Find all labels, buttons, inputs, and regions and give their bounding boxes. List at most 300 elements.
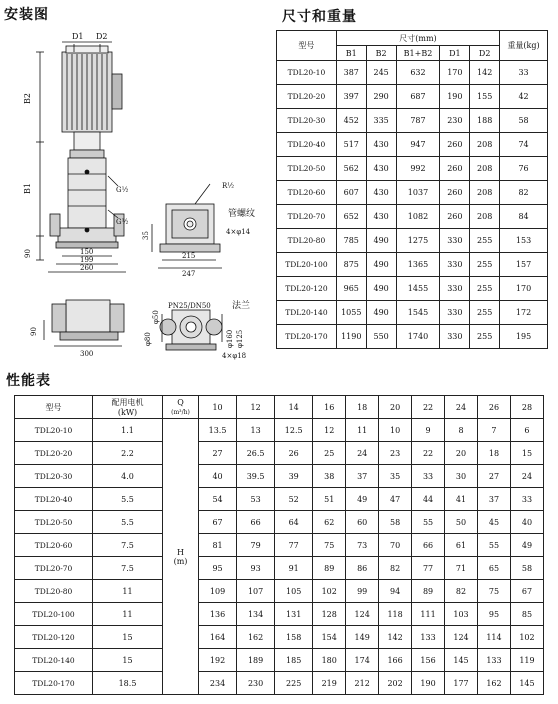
perf-head-value-cell: 27 [478, 465, 511, 488]
dims-col-header: B1 [336, 46, 366, 61]
phi-125-label: φ125 [236, 329, 244, 348]
flange-label: 法兰 [232, 301, 251, 311]
dims-value-cell: 330 [440, 229, 470, 253]
perf-head-value-cell: 51 [313, 488, 346, 511]
dims-table-row [277, 277, 548, 301]
perf-table-row [15, 603, 544, 626]
perf-head-value-cell: 24 [346, 442, 379, 465]
perf-head-value-cell: 154 [313, 626, 346, 649]
dims-table-row [277, 301, 548, 325]
perf-head-value-cell: 27 [199, 442, 237, 465]
dims-value-cell: 1190 [336, 325, 366, 349]
perf-kw-cell: 15 [93, 626, 163, 649]
perf-head-value-cell: 93 [237, 557, 275, 580]
perf-head-value-cell: 94 [379, 580, 412, 603]
perf-head-value-cell: 24 [510, 465, 543, 488]
hole-14-label: 4×φ14 [226, 228, 251, 236]
perf-q-header [163, 396, 199, 419]
dims-value-cell: 1275 [396, 229, 440, 253]
dims-value-cell: 947 [396, 133, 440, 157]
dims-table-row [277, 229, 548, 253]
perf-head-value-cell: 9 [412, 419, 445, 442]
perf-head-value-cell: 109 [199, 580, 237, 603]
dims-value-cell: 490 [366, 253, 396, 277]
dim-300-label: 300 [80, 350, 94, 358]
perf-head-value-cell: 26.5 [237, 442, 275, 465]
dims-value-cell: 208 [470, 133, 500, 157]
dims-value-cell: 330 [440, 301, 470, 325]
dims-value-cell: 230 [440, 109, 470, 133]
dims-value-cell: 255 [470, 325, 500, 349]
dims-value-cell: 84 [500, 205, 548, 229]
dims-model-cell: TDL20-60 [277, 181, 337, 205]
perf-head-value-cell: 119 [510, 649, 543, 672]
perf-head-value-cell: 15 [510, 442, 543, 465]
perf-head-value-cell: 18 [478, 442, 511, 465]
perf-head-value-cell: 85 [510, 603, 543, 626]
dims-value-cell: 550 [366, 325, 396, 349]
dim-199-label: 199 [80, 256, 94, 264]
perf-h-cell [163, 419, 199, 695]
perf-head-value-cell: 33 [510, 488, 543, 511]
perf-head-value-cell: 75 [478, 580, 511, 603]
dims-value-cell: 787 [396, 109, 440, 133]
dims-table-row [277, 85, 548, 109]
flanged-base-plan-view [160, 310, 222, 350]
perf-head-value-cell: 89 [412, 580, 445, 603]
perf-head-value-cell: 107 [237, 580, 275, 603]
perf-table-row [15, 419, 544, 442]
dims-table-row [277, 181, 548, 205]
dims-value-cell: 260 [440, 181, 470, 205]
dims-value-cell: 1365 [396, 253, 440, 277]
perf-head-value-cell: 77 [412, 557, 445, 580]
perf-model-cell: TDL20-60 [15, 534, 93, 557]
perf-kw-cell: 15 [93, 649, 163, 672]
dims-table-row [277, 109, 548, 133]
dims-value-cell: 397 [336, 85, 366, 109]
perf-head-value-cell: 10 [379, 419, 412, 442]
dims-value-cell: 965 [336, 277, 366, 301]
perf-head-value-cell: 6 [510, 419, 543, 442]
perf-head-value-cell: 131 [275, 603, 313, 626]
dims-value-cell: 260 [440, 133, 470, 157]
dim-260-label: 260 [80, 264, 94, 272]
perf-flow-header: 22 [412, 396, 445, 419]
perf-head-value-cell: 162 [237, 626, 275, 649]
perf-head-value-cell: 39.5 [237, 465, 275, 488]
perf-head-value-cell: 13 [237, 419, 275, 442]
perf-head-value-cell: 79 [237, 534, 275, 557]
dims-model-cell: TDL20-50 [277, 157, 337, 181]
perf-head-value-cell: 40 [199, 465, 237, 488]
perf-head-value-cell: 64 [275, 511, 313, 534]
perf-head-value-cell: 102 [510, 626, 543, 649]
perf-head-value-cell: 37 [346, 465, 379, 488]
dim-d2-label: D2 [96, 32, 108, 41]
perf-model-header: 型号 [15, 396, 93, 419]
dims-value-cell: 42 [500, 85, 548, 109]
perf-head-value-cell: 65 [478, 557, 511, 580]
hole-18-label: 4×φ18 [222, 352, 247, 360]
perf-table-row [15, 580, 544, 603]
dims-weights-table [276, 30, 548, 349]
perf-head-value-cell: 7 [478, 419, 511, 442]
perf-head-value-cell: 180 [313, 649, 346, 672]
dims-value-cell: 82 [500, 181, 548, 205]
dims-value-cell: 155 [470, 85, 500, 109]
perf-head-value-cell: 71 [445, 557, 478, 580]
dims-value-cell: 208 [470, 181, 500, 205]
perf-head-value-cell: 89 [313, 557, 346, 580]
dim-90-label: 90 [24, 249, 32, 258]
perf-head-value-cell: 225 [275, 672, 313, 695]
perf-head-value-cell: 54 [199, 488, 237, 511]
perf-head-value-cell: 73 [346, 534, 379, 557]
dims-value-cell: 562 [336, 157, 366, 181]
perf-head-value-cell: 102 [313, 580, 346, 603]
perf-model-cell: TDL20-80 [15, 580, 93, 603]
dims-value-cell: 687 [396, 85, 440, 109]
perf-head-value-cell: 70 [379, 534, 412, 557]
perf-table-row [15, 511, 544, 534]
perf-head-value-cell: 103 [445, 603, 478, 626]
perf-head-value-cell: 219 [313, 672, 346, 695]
perf-head-value-cell: 30 [445, 465, 478, 488]
perf-head-value-cell: 91 [275, 557, 313, 580]
dims-col-header: D2 [470, 46, 500, 61]
perf-head-value-cell: 124 [346, 603, 379, 626]
perf-head-value-cell: 133 [478, 649, 511, 672]
perf-head-value-cell: 185 [275, 649, 313, 672]
perf-flow-header: 12 [237, 396, 275, 419]
perf-head-value-cell: 142 [379, 626, 412, 649]
r-half-label: R½ [222, 182, 235, 190]
perf-q-unit: (m³/h) [171, 409, 190, 416]
perf-head-value-cell: 40 [510, 511, 543, 534]
perf-head-value-cell: 49 [510, 534, 543, 557]
perf-head-value-cell: 212 [346, 672, 379, 695]
dims-value-cell: 170 [440, 61, 470, 85]
dims-value-cell: 652 [336, 205, 366, 229]
perf-head-value-cell: 189 [237, 649, 275, 672]
dim-247-label: 247 [182, 270, 196, 278]
perf-table-row [15, 442, 544, 465]
dim-215-label: 215 [182, 252, 196, 260]
performance-table [14, 395, 544, 695]
perf-head-value-cell: 192 [199, 649, 237, 672]
g-half-upper-label: G½ [116, 186, 129, 194]
dims-model-cell: TDL20-20 [277, 85, 337, 109]
dims-table-row [277, 325, 548, 349]
perf-head-value-cell: 75 [313, 534, 346, 557]
perf-head-value-cell: 145 [510, 672, 543, 695]
perf-flow-header: 16 [313, 396, 346, 419]
dims-model-cell: TDL20-80 [277, 229, 337, 253]
perf-model-cell: TDL20-20 [15, 442, 93, 465]
perf-kw-cell: 11 [93, 603, 163, 626]
dims-value-cell: 208 [470, 157, 500, 181]
perf-head-value-cell: 145 [445, 649, 478, 672]
perf-head-value-cell: 8 [445, 419, 478, 442]
perf-head-value-cell: 58 [510, 557, 543, 580]
perf-head-value-cell: 41 [445, 488, 478, 511]
perf-head-value-cell: 52 [275, 488, 313, 511]
g-half-lower-label: G½ [116, 218, 129, 226]
dims-value-cell: 1037 [396, 181, 440, 205]
dims-value-cell: 632 [396, 61, 440, 85]
perf-model-cell: TDL20-50 [15, 511, 93, 534]
dims-model-header: 型号 [277, 31, 337, 61]
perf-head-value-cell: 58 [379, 511, 412, 534]
dims-value-cell: 157 [500, 253, 548, 277]
perf-head-value-cell: 82 [379, 557, 412, 580]
perf-head-value-cell: 39 [275, 465, 313, 488]
dim-150-label: 150 [80, 248, 94, 256]
dims-value-cell: 607 [336, 181, 366, 205]
dims-col-header: B2 [366, 46, 396, 61]
dims-table-row [277, 253, 548, 277]
dims-value-cell: 517 [336, 133, 366, 157]
perf-head-value-cell: 86 [346, 557, 379, 580]
dims-value-cell: 1455 [396, 277, 440, 301]
perf-model-cell: TDL20-30 [15, 465, 93, 488]
dims-model-cell: TDL20-70 [277, 205, 337, 229]
perf-head-value-cell: 156 [412, 649, 445, 672]
dims-model-cell: TDL20-120 [277, 277, 337, 301]
perf-model-cell: TDL20-100 [15, 603, 93, 626]
perf-table-row [15, 534, 544, 557]
dims-value-cell: 153 [500, 229, 548, 253]
perf-head-value-cell: 128 [313, 603, 346, 626]
perf-head-value-cell: 164 [199, 626, 237, 649]
dims-value-cell: 490 [366, 301, 396, 325]
perf-head-value-cell: 202 [379, 672, 412, 695]
perf-head-value-cell: 61 [445, 534, 478, 557]
pn-dn-label: PN25/DN50 [168, 302, 211, 310]
dims-value-cell: 255 [470, 253, 500, 277]
dims-value-cell: 330 [440, 277, 470, 301]
dims-weights-heading: 尺寸和重量 [282, 9, 357, 25]
dim-d1-label: D1 [72, 32, 84, 41]
dims-model-cell: TDL20-30 [277, 109, 337, 133]
dims-value-cell: 992 [396, 157, 440, 181]
dims-value-cell: 74 [500, 133, 548, 157]
perf-head-value-cell: 12 [313, 419, 346, 442]
perf-head-value-cell: 13.5 [199, 419, 237, 442]
perf-head-value-cell: 62 [313, 511, 346, 534]
dims-model-cell: TDL20-100 [277, 253, 337, 277]
dims-col-header: B1+B2 [396, 46, 440, 61]
perf-table-row [15, 672, 544, 695]
dims-value-cell: 330 [440, 325, 470, 349]
dims-value-cell: 290 [366, 85, 396, 109]
perf-head-value-cell: 136 [199, 603, 237, 626]
perf-head-value-cell: 124 [445, 626, 478, 649]
perf-head-value-cell: 66 [237, 511, 275, 534]
perf-table-row [15, 488, 544, 511]
dims-model-cell: TDL20-10 [277, 61, 337, 85]
dims-value-cell: 208 [470, 205, 500, 229]
perf-h-label: H [177, 547, 184, 557]
perf-head-value-cell: 47 [379, 488, 412, 511]
dims-value-cell: 58 [500, 109, 548, 133]
perf-flow-header: 18 [346, 396, 379, 419]
perf-flow-header: 28 [510, 396, 543, 419]
perf-head-value-cell: 67 [510, 580, 543, 603]
perf-head-value-cell: 38 [313, 465, 346, 488]
perf-head-value-cell: 55 [412, 511, 445, 534]
perf-head-value-cell: 118 [379, 603, 412, 626]
dims-value-cell: 245 [366, 61, 396, 85]
dims-value-cell: 335 [366, 109, 396, 133]
dims-value-cell: 1055 [336, 301, 366, 325]
dims-model-cell: TDL20-170 [277, 325, 337, 349]
perf-head-value-cell: 114 [478, 626, 511, 649]
perf-head-value-cell: 133 [412, 626, 445, 649]
perf-head-value-cell: 99 [346, 580, 379, 603]
perf-head-value-cell: 234 [199, 672, 237, 695]
perf-head-value-cell: 95 [478, 603, 511, 626]
install-diagram-heading: 安装图 [4, 7, 49, 23]
perf-head-value-cell: 55 [478, 534, 511, 557]
perf-kw-cell: 18.5 [93, 672, 163, 695]
perf-flow-header: 14 [275, 396, 313, 419]
dims-value-cell: 255 [470, 301, 500, 325]
perf-head-value-cell: 50 [445, 511, 478, 534]
dims-size-group-header: 尺寸(mm) [336, 31, 499, 46]
perf-head-value-cell: 49 [346, 488, 379, 511]
perf-head-value-cell: 11 [346, 419, 379, 442]
perf-head-value-cell: 67 [199, 511, 237, 534]
perf-head-value-cell: 134 [237, 603, 275, 626]
dims-value-cell: 330 [440, 253, 470, 277]
dims-value-cell: 188 [470, 109, 500, 133]
perf-head-value-cell: 177 [445, 672, 478, 695]
perf-head-value-cell: 20 [445, 442, 478, 465]
perf-flow-header: 10 [199, 396, 237, 419]
perf-flow-header: 26 [478, 396, 511, 419]
perf-model-cell: TDL20-170 [15, 672, 93, 695]
perf-kw-cell: 2.2 [93, 442, 163, 465]
perf-head-value-cell: 25 [313, 442, 346, 465]
dims-value-cell: 190 [440, 85, 470, 109]
phi-50-label: φ50 [152, 310, 160, 324]
perf-motor-header [93, 396, 163, 419]
perf-kw-cell: 7.5 [93, 557, 163, 580]
phi-160-label: φ160 [226, 329, 234, 348]
perf-table-row [15, 465, 544, 488]
perf-flow-header: 24 [445, 396, 478, 419]
dims-value-cell: 430 [366, 181, 396, 205]
perf-kw-cell: 1.1 [93, 419, 163, 442]
perf-table-row [15, 557, 544, 580]
perf-head-value-cell: 105 [275, 580, 313, 603]
dim-b2-label: B2 [23, 93, 32, 104]
dims-value-cell: 1082 [396, 205, 440, 229]
installation-drawings [0, 24, 270, 364]
dims-value-cell: 172 [500, 301, 548, 325]
dims-value-cell: 255 [470, 277, 500, 301]
perf-kw-cell: 7.5 [93, 534, 163, 557]
perf-head-value-cell: 111 [412, 603, 445, 626]
dims-table-row [277, 133, 548, 157]
perf-head-value-cell: 174 [346, 649, 379, 672]
dims-value-cell: 387 [336, 61, 366, 85]
dims-value-cell: 142 [470, 61, 500, 85]
performance-heading: 性能表 [6, 373, 51, 389]
dims-value-cell: 430 [366, 157, 396, 181]
perf-head-value-cell: 190 [412, 672, 445, 695]
perf-h-unit: (m) [173, 556, 188, 566]
perf-head-value-cell: 81 [199, 534, 237, 557]
perf-model-cell: TDL20-10 [15, 419, 93, 442]
perf-model-cell: TDL20-140 [15, 649, 93, 672]
dims-value-cell: 785 [336, 229, 366, 253]
dim-90b-label: 90 [30, 327, 38, 336]
dims-value-cell: 170 [500, 277, 548, 301]
dims-value-cell: 490 [366, 277, 396, 301]
perf-head-value-cell: 158 [275, 626, 313, 649]
perf-head-value-cell: 162 [478, 672, 511, 695]
dim-b1-label: B1 [23, 183, 32, 194]
dims-value-cell: 76 [500, 157, 548, 181]
dims-value-cell: 875 [336, 253, 366, 277]
dims-model-cell: TDL20-140 [277, 301, 337, 325]
perf-head-value-cell: 77 [275, 534, 313, 557]
perf-kw-cell: 4.0 [93, 465, 163, 488]
dims-weight-header: 重量(kg) [500, 31, 548, 61]
pump-elevation-view [36, 42, 126, 272]
perf-flow-header: 20 [379, 396, 412, 419]
perf-table-row [15, 649, 544, 672]
perf-head-value-cell: 66 [412, 534, 445, 557]
dims-model-cell: TDL20-40 [277, 133, 337, 157]
perf-kw-cell: 5.5 [93, 488, 163, 511]
dims-table-row [277, 205, 548, 229]
dims-value-cell: 1740 [396, 325, 440, 349]
dims-value-cell: 430 [366, 205, 396, 229]
perf-kw-cell: 11 [93, 580, 163, 603]
perf-head-value-cell: 149 [346, 626, 379, 649]
dims-value-cell: 490 [366, 229, 396, 253]
perf-head-value-cell: 33 [412, 465, 445, 488]
perf-head-value-cell: 26 [275, 442, 313, 465]
dims-table-row [277, 61, 548, 85]
perf-model-cell: TDL20-40 [15, 488, 93, 511]
perf-head-value-cell: 45 [478, 511, 511, 534]
perf-head-value-cell: 12.5 [275, 419, 313, 442]
perf-q-label: Q [177, 398, 184, 407]
perf-head-value-cell: 22 [412, 442, 445, 465]
perf-head-value-cell: 95 [199, 557, 237, 580]
flanged-base-side-view [44, 300, 124, 346]
perf-head-value-cell: 44 [412, 488, 445, 511]
dims-value-cell: 1545 [396, 301, 440, 325]
perf-table-row [15, 626, 544, 649]
perf-motor-unit: (kW) [117, 408, 138, 417]
dims-value-cell: 195 [500, 325, 548, 349]
perf-head-value-cell: 37 [478, 488, 511, 511]
perf-head-value-cell: 60 [346, 511, 379, 534]
thread-label: 管螺纹 [228, 209, 256, 219]
perf-head-value-cell: 166 [379, 649, 412, 672]
dims-value-cell: 33 [500, 61, 548, 85]
phi-80-label: φ80 [144, 332, 152, 346]
perf-head-value-cell: 230 [237, 672, 275, 695]
perf-model-cell: TDL20-120 [15, 626, 93, 649]
perf-model-cell: TDL20-70 [15, 557, 93, 580]
